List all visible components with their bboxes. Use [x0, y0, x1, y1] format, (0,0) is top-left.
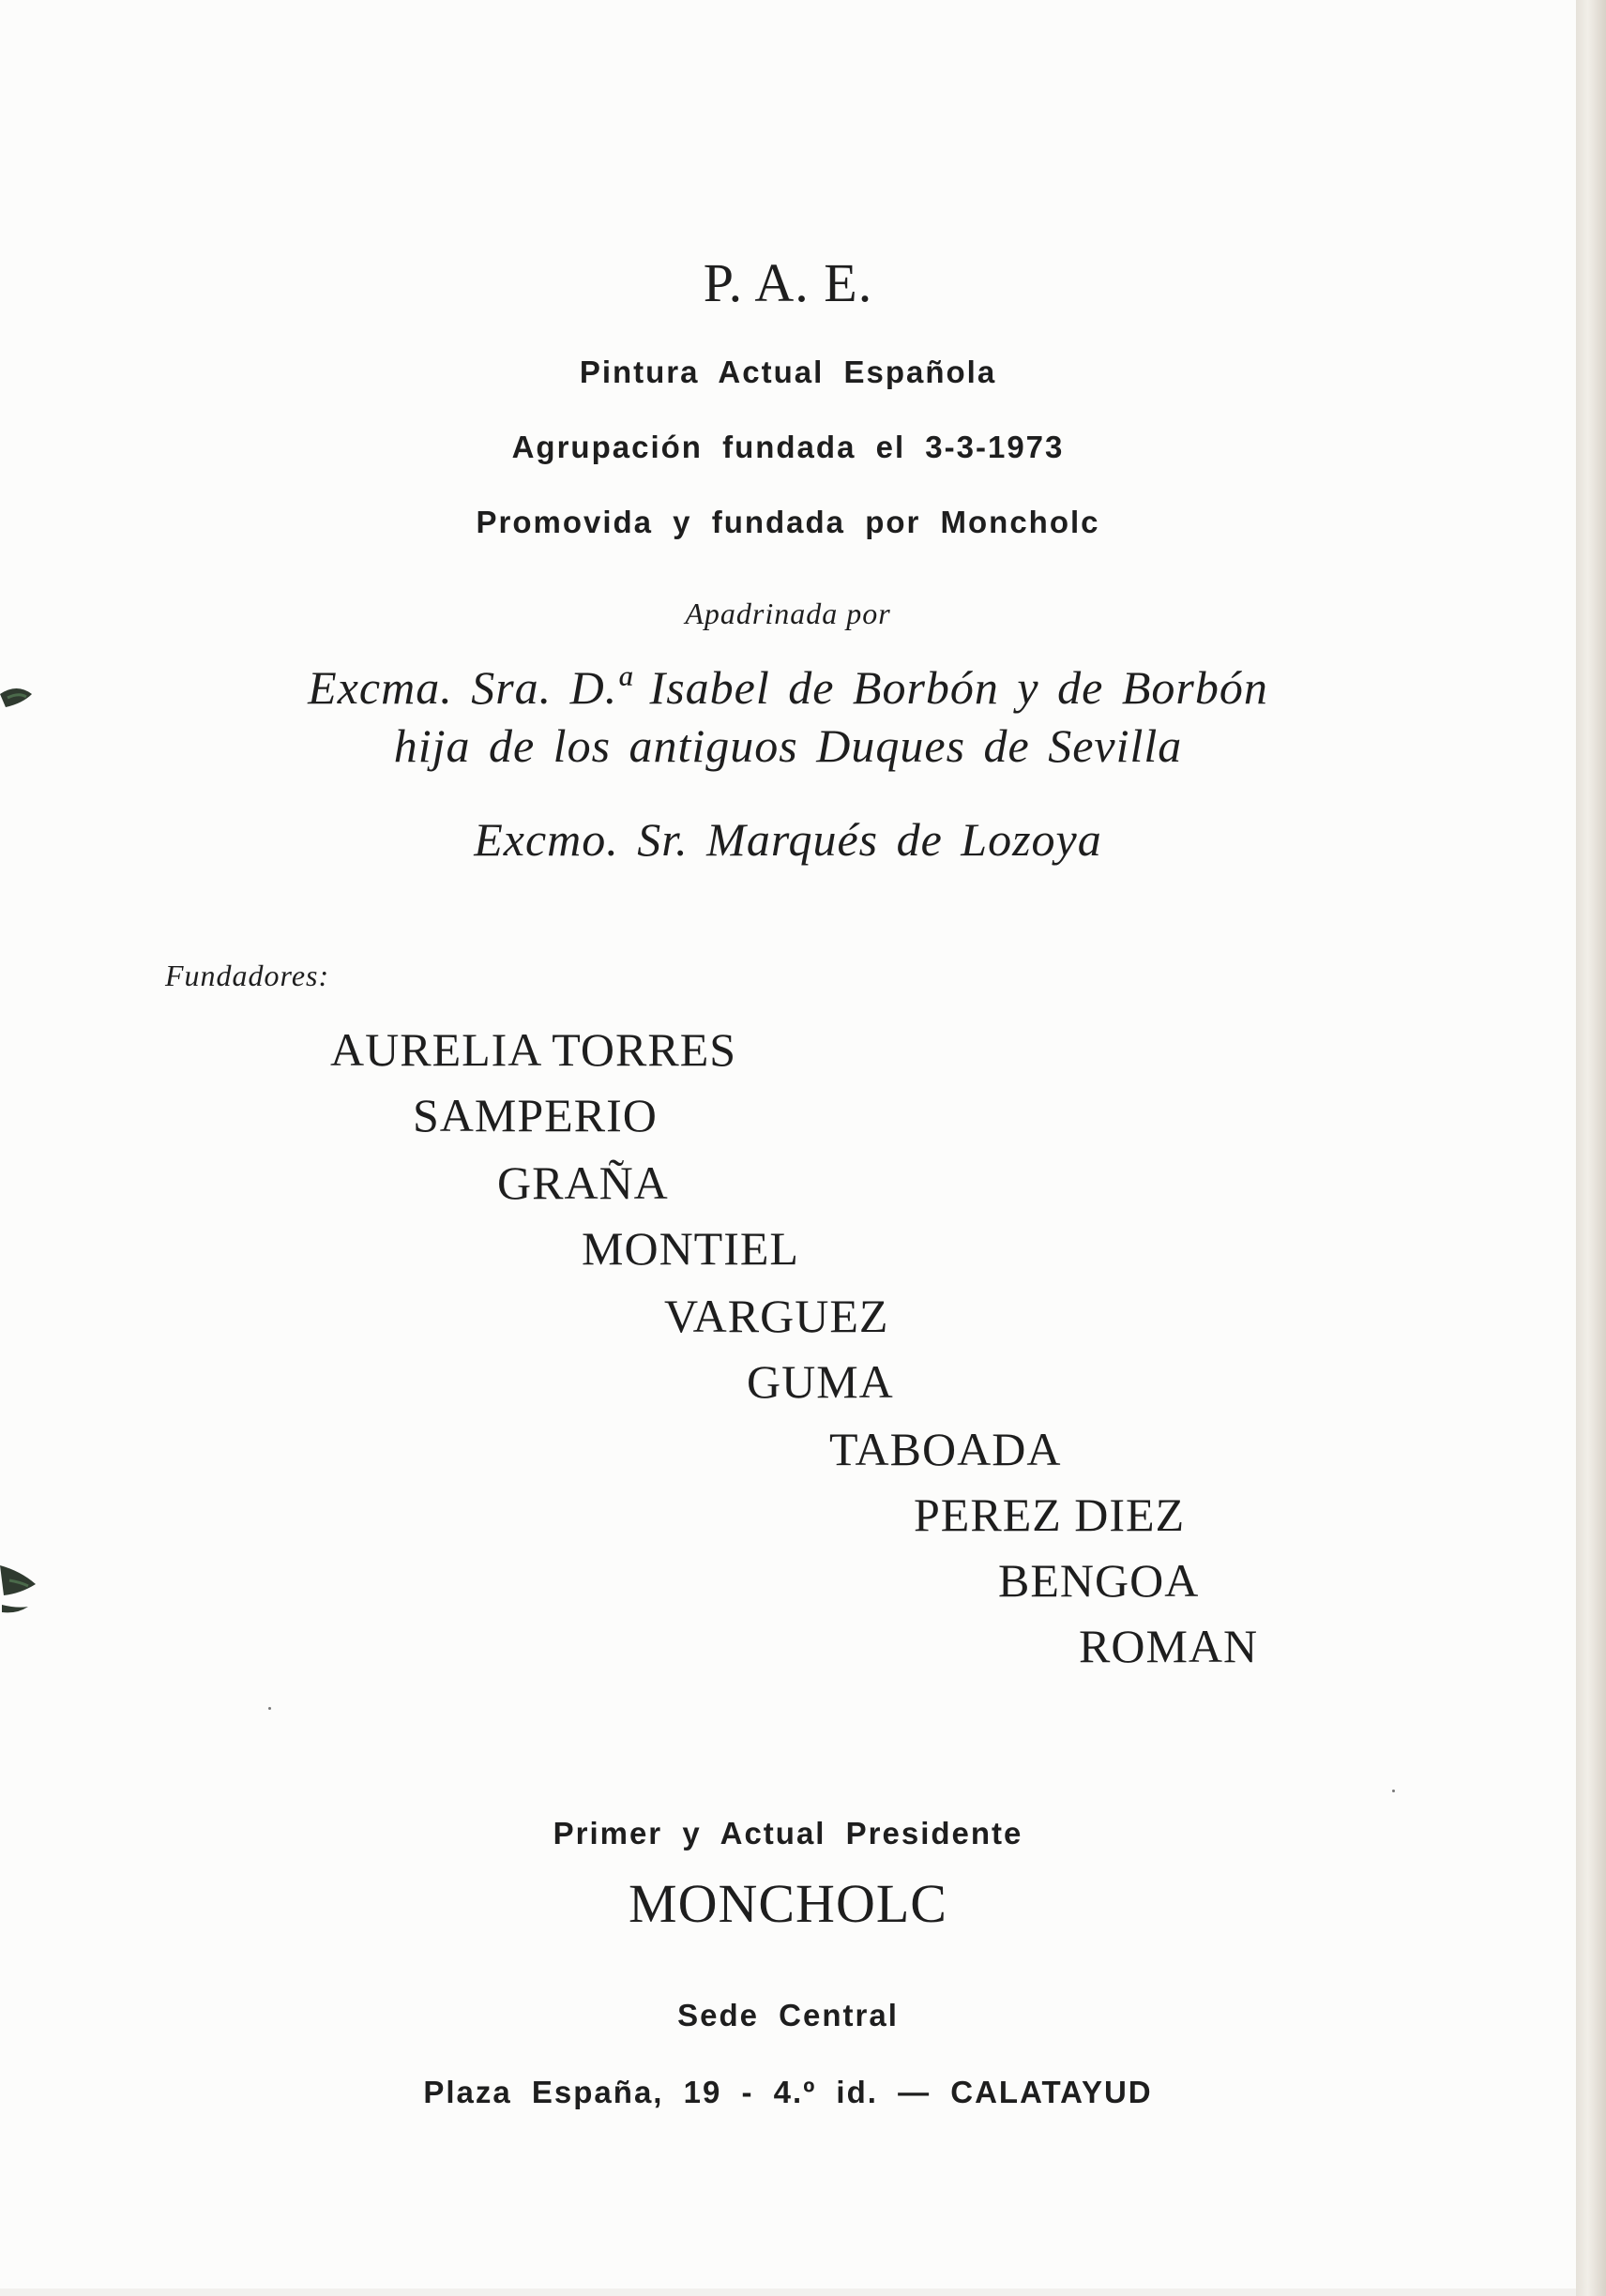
binding-ring-icon	[0, 1552, 45, 1618]
founded-date: Agrupación fundada el 3-3-1973	[511, 430, 1065, 464]
founder-name: VARGUEZ	[664, 1290, 889, 1342]
founder-name: BENGOA	[998, 1554, 1200, 1607]
sponsor-first-line2: hija de los antiguos Duques de Sevilla	[393, 719, 1183, 772]
founder-name: MONTIEL	[582, 1222, 799, 1275]
paper-speck	[268, 1707, 271, 1710]
page-edge	[1576, 0, 1606, 2296]
founder-name: SAMPERIO	[413, 1089, 658, 1141]
founder-name: PEREZ DIEZ	[914, 1488, 1186, 1541]
page-title: P. A. E.	[703, 252, 873, 313]
headquarters-label: Sede Central	[677, 1998, 899, 2032]
sponsor-label: Apadrinada por	[685, 597, 891, 630]
founder-name: TABOADA	[829, 1423, 1062, 1475]
sponsor-first-line1: Excma. Sra. D.ª Isabel de Borbón y de Borbón	[308, 661, 1268, 714]
president-label: Primer y Actual Presidente	[553, 1816, 1023, 1850]
promoted-by: Promovida y fundada por Moncholc	[476, 505, 1100, 539]
subtitle: Pintura Actual Española	[579, 355, 997, 389]
headquarters-address: Plaza España, 19 - 4.º id. — CALATAYUD	[423, 2075, 1153, 2109]
paper-speck	[1392, 1790, 1395, 1792]
founders-label: Fundadores:	[165, 959, 330, 992]
founder-name: AURELIA TORRES	[330, 1023, 737, 1076]
founder-name: GUMA	[747, 1355, 894, 1408]
president-name: MONCHOLC	[629, 1873, 947, 1934]
founder-name: ROMAN	[1079, 1620, 1259, 1672]
sponsor-second: Excmo. Sr. Marqués de Lozoya	[474, 813, 1102, 866]
founder-name: GRAÑA	[497, 1156, 669, 1209]
